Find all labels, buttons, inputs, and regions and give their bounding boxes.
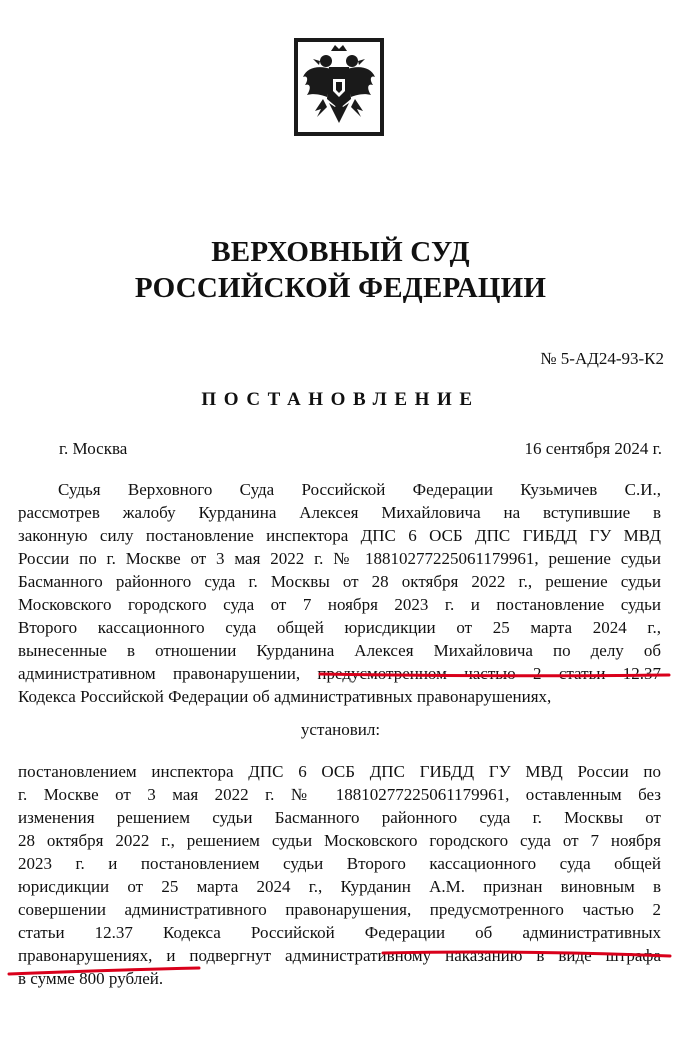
text-line: постановлением инспектора ДПС 6 ОСБ ДПС ГИБДД ГУ МВД России по — [18, 762, 661, 781]
text-line: законную силу постановление инспектора ДПС 6 ОСБ ДПС ГИБДД ГУ МВД — [18, 526, 661, 545]
text-line: Судья Верховного Суда Российской Федерации Кузьмичев С.И., — [58, 480, 661, 499]
court-name-line-1: ВЕРХОВНЫЙ СУД — [211, 236, 470, 268]
text-line: в сумме 800 рублей. — [18, 969, 164, 988]
text-line: Кодекса Российской Федерации об административных правонарушениях, — [18, 687, 552, 706]
text-line: г. Москве от 3 мая 2022 г. № 18810277225061179961, оставленным без — [18, 785, 661, 804]
case-number: № 5-АД24-93-К2 — [540, 349, 664, 368]
text-line: статьи 12.37 Кодекса Российской Федерации об административных — [18, 923, 661, 942]
text-line: совершении административного правонарушения, предусмотренного частью 2 — [18, 900, 661, 919]
text-line: 28 октября 2022 г., решением судьи Московского городского суда от 7 ноября — [18, 831, 661, 850]
coat-of-arms-emblem — [293, 37, 385, 137]
text-line: изменения решением судьи Басманного районного суда г. Москвы от — [18, 808, 661, 827]
text-line: вынесенные в отношении Курданина Алексея Михайловича по делу об — [18, 641, 661, 660]
double-headed-eagle-icon — [293, 37, 385, 137]
text-line: рассмотрев жалобу Курданина Алексея Михайловича на вступившие в — [18, 503, 661, 522]
text-line: 2023 г. и постановлением судьи Второго кассационного суда общей — [18, 854, 661, 873]
text-line: юрисдикции от 25 марта 2024 г., Курданин А.М. признан виновным в — [18, 877, 661, 896]
document-type-heading: ПОСТАНОВЛЕНИЕ — [201, 389, 480, 410]
text-line: России по г. Москве от 3 мая 2022 г. № 18810277225061179961, решение судьи — [18, 549, 661, 568]
city: г. Москва — [59, 439, 128, 458]
text-line: правонарушениях, и подвергнут административному наказанию в виде штрафа — [18, 946, 661, 965]
text-line: административном правонарушении, предусмотренном частью 2 статьи 12.37 — [18, 664, 661, 683]
text-line: Второго кассационного суда общей юрисдикции от 25 марта 2024 г., — [18, 618, 661, 637]
text-line: Московского городского суда от 7 ноября 2023 г. и постановление судьи — [18, 595, 661, 614]
court-name-line-2: РОССИЙСКОЙ ФЕДЕРАЦИИ — [134, 272, 547, 304]
text-line: Басманного районного суда г. Москвы от 28 октября 2022 г., решение судьи — [18, 572, 661, 591]
paragraph-findings — [18, 760, 661, 990]
established-label: установил: — [300, 720, 381, 739]
document-date: 16 сентября 2024 г. — [524, 439, 662, 458]
paragraph-intro — [18, 478, 661, 708]
